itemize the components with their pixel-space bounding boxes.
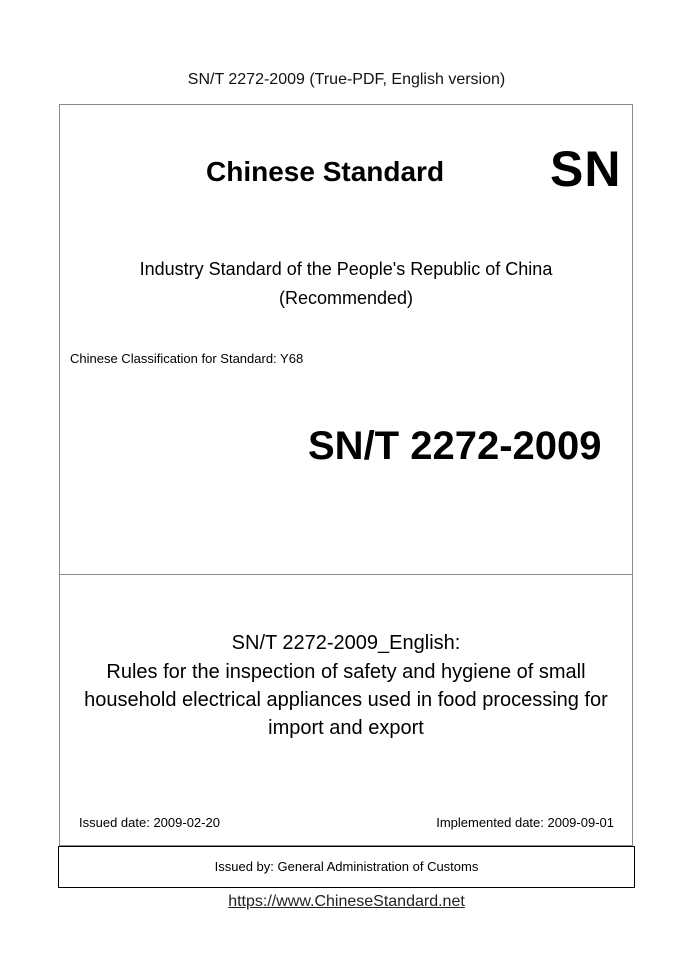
document-header: SN/T 2272-2009 (True-PDF, English version) xyxy=(187,71,506,88)
document-title-line-3: household electrical appliances used in food processing for xyxy=(84,689,608,711)
issuer-label: Issued by: General Administration of Customs xyxy=(214,859,479,874)
cover-heading: Chinese Standard xyxy=(206,156,445,187)
document-title-line-1: SN/T 2272-2009_English: xyxy=(231,632,461,654)
website-link[interactable]: https://www.ChineseStandard.net xyxy=(228,893,465,910)
recommended-line: (Recommended) xyxy=(278,288,414,308)
standard-number: SN/T 2272-2009 xyxy=(308,424,602,468)
document-title-line-2: Rules for the inspection of safety and hygiene of small xyxy=(106,661,586,683)
standard-mark: SN xyxy=(550,141,622,197)
industry-standard-line: Industry Standard of the People's Republic of China xyxy=(139,259,553,279)
issued-date: Issued date: 2009-02-20 xyxy=(79,815,220,830)
implemented-date: Implemented date: 2009-09-01 xyxy=(436,815,614,830)
classification-label: Chinese Classification for Standard: Y68 xyxy=(70,351,304,366)
document-title-line-4: import and export xyxy=(268,717,424,739)
